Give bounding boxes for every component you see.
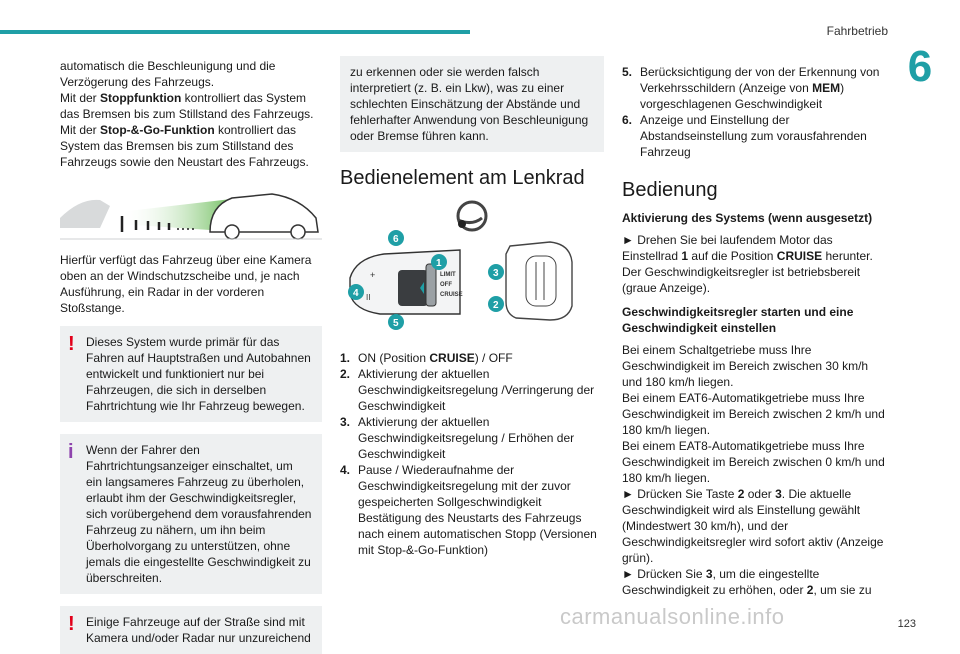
stalk-side-view (506, 242, 572, 320)
svg-text:+: + (370, 270, 376, 280)
activation-paragraph: ► Drehen Sie bei laufendem Motor das Einstellrad 1 auf die Position CRUISE herunter. Der Geschwindigkeitsregler ist betriebsbereit (graue Anzeige). (622, 233, 873, 295)
list-item: 4. Pause / Wiederaufnahme der Geschwindigkeitsregelung mit der zuvor gespeicherten Sollgeschwindigkeit Bestätigung des Neustarts des Fahrzeugs nach einem automatischen Stopp (Versionen mit Stop-&-Go-Funktion) (340, 463, 597, 557)
list-item: 6. Anzeige und Einstellung der Abstandseinstellung zum vorausfahrenden Fahrzeug (622, 113, 867, 159)
warning-note-1: ! Dieses System wurde primär für das Fahren auf Hauptstraßen und Autobahnen entwickelt und funktioniert nur bei Fahrzeugen, die sich in derselben Fahrtrichtung wie Ihr Fahrzeug bewegen. (60, 326, 322, 422)
watermark: carmanualsonline.info (560, 604, 785, 629)
info-icon: i (68, 441, 74, 463)
bedienung-heading: Bedienung (622, 179, 718, 201)
svg-text:LIMIT: LIMIT (440, 272, 456, 278)
svg-text:OFF: OFF (440, 282, 452, 288)
column-2 (340, 56, 604, 558)
column-3 (622, 64, 886, 598)
activation-subheading: Aktivierung des Systems (wenn ausgesetzt) (622, 211, 873, 225)
column-1 (60, 58, 322, 654)
page-number: 123 (897, 618, 916, 630)
top-accent-bar (0, 30, 470, 34)
list-item: 2. Aktivierung der aktuellen Geschwindigkeitsregelung /Verringerung der Geschwindigkeit (340, 367, 595, 413)
warning-note-continued: zu erkennen oder sie werden falsch interpretiert (z. B. ein Lkw), was zu einer schlechten Einschätzung der Abstände und fehlerhafter Anwendung von Beschleunigung oder Bremse führen kann. (340, 56, 604, 152)
info-note: i Wenn der Fahrer den Fahrtrichtungsanzeiger einschaltet, um ein langsameres Fahrzeug zu überholen, erlaubt ihm der Geschwindigkeitsregler, sich vorübergehend dem vorausfahrenden Fahrzeug zu nähern, um ihn beim Überholvorgang zu unterstützen, ohne jemals die eingestellte Geschwindigkeit zu überschreiten. (60, 434, 322, 594)
intro-paragraph: automatisch die Beschleunigung und die Verzögerung des Fahrzeugs. Mit der Stoppfunktion kontrolliert das System das Bremsen bis zum Stillstand des Fahrzeugs. Mit der Stop-&-Go-Funktion kontrolliert das System das Bremsen bis zum Stillstand des Fahrzeugs sowie den Neustart des Fahrzeugs. (60, 59, 314, 169)
svg-text:2: 2 (493, 300, 499, 311)
svg-text:3: 3 (493, 268, 499, 279)
warning-note-2: ! Einige Fahrzeuge auf der Straße sind mit Kamera und/oder Radar nur unzureichend (60, 606, 322, 654)
list-item: 3. Aktivierung der aktuellen Geschwindigkeitsregelung / Erhöhen der Geschwindigkeit (340, 415, 575, 461)
chapter-number: 6 (907, 42, 933, 91)
camera-paragraph: Hierfür verfügt das Fahrzeug über eine Kamera oben an der Windschutzscheibe und, je nach Ausführung, ein Radar in der vorderen Stoßstange. (60, 253, 312, 315)
section-title: Fahrbetrieb (826, 24, 888, 38)
svg-text:II: II (366, 293, 371, 302)
warning-icon: ! (68, 333, 75, 355)
steering-wheel-icon (458, 202, 486, 230)
svg-text:1: 1 (436, 258, 442, 269)
radar-illustration (60, 188, 322, 240)
controls-list (340, 350, 604, 558)
steering-controls-diagram (340, 198, 604, 338)
svg-text:6: 6 (393, 234, 399, 245)
speed-paragraph: Bei einem Schaltgetriebe muss Ihre Geschwindigkeit im Bereich zwischen 30 km/h und 180 km/h liegen. Bei einem EAT6-Automatikgetriebe muss Ihre Geschwindigkeit im Bereich zwischen 2 km/h und 180 km/h liegen. Bei einem EAT8-Automatikgetriebe muss Ihre Geschwindigkeit im Bereich zwischen 0 km/h und 180 km/h liegen. ► Drücken Sie Taste 2 oder 3. Die aktuelle Geschwindigkeit wird als Einstellung gewählt (Mindestwert 30 km/h), und der Geschwindigkeitsregler wird sofort aktiv (Anzeige grün). ► Drücken Sie 3, um die eingestellte Geschwindigkeit zu erhöhen, oder 2, um sie zu (622, 343, 885, 597)
start-subheading: Geschwindigkeitsregler starten und eine Geschwindigkeit einstellen (622, 305, 854, 335)
rear-car-icon (60, 200, 110, 228)
list-item: 5. Berücksichtigung der von der Erkennung von Verkehrsschildern (Anzeige von MEM) vorgeschlagenen Geschwindigkeit (622, 65, 880, 111)
svg-text:5: 5 (393, 318, 399, 329)
list-item: 1. ON (Position CRUISE) / OFF (340, 351, 513, 365)
svg-text:4: 4 (353, 288, 359, 299)
controls-list-continued (622, 64, 886, 160)
section-heading: Bedienelement am Lenkrad (340, 167, 585, 189)
svg-text:CRUISE: CRUISE (440, 292, 463, 298)
warning-icon: ! (68, 613, 75, 635)
